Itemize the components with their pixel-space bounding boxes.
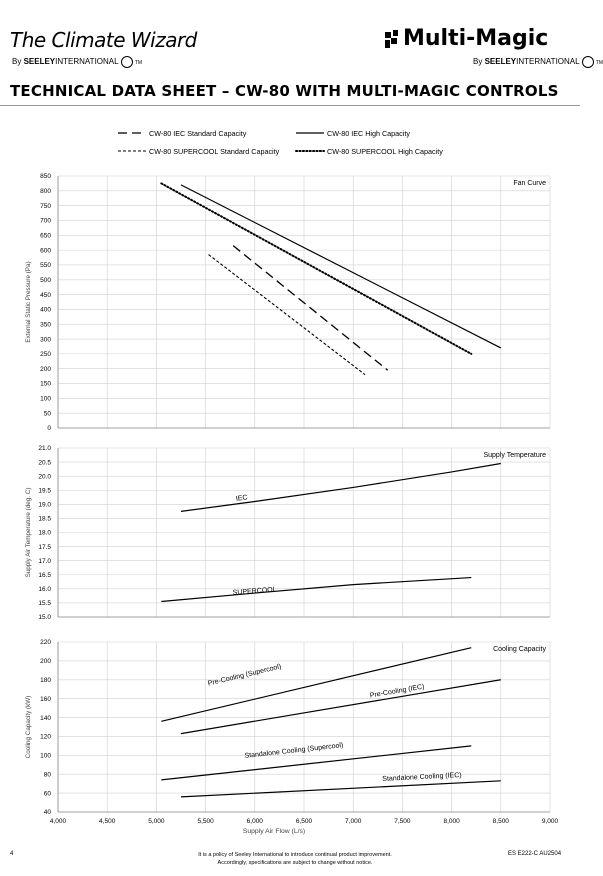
legend-label: CW-80 IEC Standard Capacity <box>149 129 247 138</box>
page-title: TECHNICAL DATA SHEET – CW-80 WITH MULTI-MAGIC CONTROLS <box>10 82 559 100</box>
document-code: ES E222-C AU2504 <box>508 851 562 857</box>
y-tick-label: 200 <box>40 658 51 666</box>
climate-wizard-logo <box>10 22 210 72</box>
y-tick-label: 300 <box>40 336 51 344</box>
globe-icon <box>582 56 594 68</box>
logo-byline: By SEELEYINTERNATIONAL TM <box>473 57 603 67</box>
legend-label: CW-80 SUPERCOOL Standard Capacity <box>149 147 280 156</box>
series-label: Pre-Cooling (Supercool) <box>207 663 282 688</box>
y-tick-label: 17.0 <box>38 557 51 565</box>
y-tick-label: 100 <box>40 752 51 760</box>
y-tick-label: 19.5 <box>38 487 51 495</box>
y-tick-label: 850 <box>40 173 51 181</box>
x-tick-label: 7,000 <box>345 818 362 825</box>
y-tick-label: 120 <box>40 733 51 741</box>
y-tick-label: 100 <box>40 395 51 403</box>
y-tick-label: 500 <box>40 276 51 284</box>
y-tick-label: 19.0 <box>38 501 51 509</box>
multi-magic-mark-icon <box>385 30 401 48</box>
series-line <box>181 680 501 734</box>
y-tick-label: 40 <box>43 809 51 817</box>
y-axis-label: External Static Pressure (Pa) <box>25 261 32 343</box>
series-line <box>161 578 471 602</box>
series-label: Standalone Cooling (Supercool) <box>244 742 344 760</box>
globe-icon <box>121 56 133 68</box>
chart-title: Cooling Capacity <box>493 646 546 653</box>
y-tick-label: 200 <box>40 365 51 373</box>
charts-area <box>0 110 595 845</box>
series-label: SUPERCOOL <box>232 586 277 597</box>
y-tick-label: 250 <box>40 351 51 359</box>
logo-byline: By SEELEYINTERNATIONAL TM <box>12 57 143 67</box>
x-tick-label: 8,000 <box>443 818 460 825</box>
y-tick-label: 18.0 <box>38 529 51 537</box>
y-axis-label: Cooling Capacity (kW) <box>25 695 32 759</box>
y-tick-label: 550 <box>40 262 51 270</box>
y-tick-label: 15.0 <box>38 614 51 622</box>
x-tick-label: 7,500 <box>394 818 411 825</box>
y-tick-label: 60 <box>43 790 51 798</box>
chart-panel-1 <box>25 173 550 432</box>
y-tick-label: 150 <box>40 380 51 388</box>
y-tick-label: 800 <box>40 188 51 196</box>
y-tick-label: 80 <box>43 771 51 779</box>
title-divider <box>0 105 580 106</box>
y-axis-label: Supply Air Temperature (deg. C) <box>25 487 32 578</box>
x-tick-label: 4,000 <box>49 818 67 825</box>
y-tick-label: 18.5 <box>38 515 51 523</box>
series-line <box>181 185 501 348</box>
chart-title: Fan Curve <box>513 180 546 187</box>
page-number: 4 <box>10 851 14 857</box>
x-tick-label: 8,500 <box>492 818 509 825</box>
y-tick-label: 16.0 <box>38 586 51 594</box>
y-tick-label: 20.0 <box>38 473 51 481</box>
x-axis-label: Supply Air Flow (L/s) <box>242 828 306 835</box>
y-tick-label: 650 <box>40 232 51 240</box>
y-tick-label: 700 <box>40 217 51 225</box>
x-tick-label: 6,500 <box>295 818 313 825</box>
chart-panel-3 <box>25 639 559 835</box>
series-line <box>181 781 501 797</box>
chart-panel-2 <box>25 445 550 621</box>
logo-brand: The Climate Wizard <box>10 28 197 52</box>
series-label: Pre-Cooling (IEC) <box>369 683 426 700</box>
y-tick-label: 17.5 <box>38 543 51 551</box>
legend-label: CW-80 SUPERCOOL High Capacity <box>327 147 443 156</box>
series-line <box>209 255 365 375</box>
y-tick-label: 15.5 <box>38 600 51 608</box>
multi-magic-logo <box>385 22 603 72</box>
y-tick-label: 600 <box>40 247 51 255</box>
y-tick-label: 180 <box>40 676 51 684</box>
y-tick-label: 450 <box>40 291 51 299</box>
y-tick-label: 220 <box>40 639 51 647</box>
logo-brand: Multi-Magic <box>403 26 549 51</box>
x-tick-label: 4,500 <box>99 818 116 825</box>
y-tick-label: 750 <box>40 202 51 210</box>
chart-title: Supply Temperature <box>483 452 546 459</box>
y-tick-label: 21.0 <box>38 445 51 453</box>
series-label: Standalone Cooling (IEC) <box>382 771 462 783</box>
y-tick-label: 350 <box>40 321 51 329</box>
legend-label: CW-80 IEC High Capacity <box>327 129 410 138</box>
y-tick-label: 16.5 <box>38 571 51 579</box>
y-tick-label: 0 <box>47 425 51 433</box>
y-tick-label: 160 <box>40 695 51 703</box>
x-tick-label: 6,000 <box>246 818 263 825</box>
series-line <box>161 183 471 353</box>
y-tick-label: 20.5 <box>38 459 51 467</box>
y-tick-label: 50 <box>43 410 51 418</box>
series-label: IEC <box>235 494 249 503</box>
footer-note: It is a policy of Seeley International to introduce continual product improvement. Accordingly, specifications are subject to change without notice. <box>198 852 392 866</box>
x-tick-label: 5,000 <box>148 818 165 825</box>
y-tick-label: 400 <box>40 306 51 314</box>
y-tick-label: 140 <box>40 714 51 722</box>
x-tick-label: 9,000 <box>541 818 559 825</box>
x-tick-label: 5,500 <box>197 818 214 825</box>
